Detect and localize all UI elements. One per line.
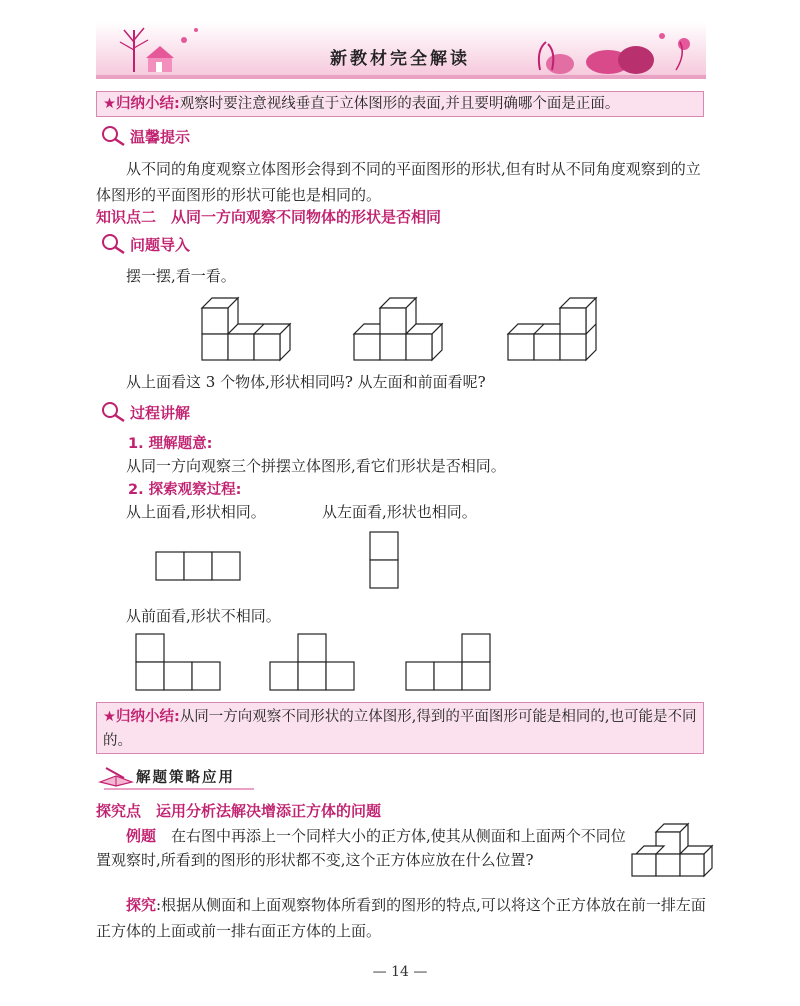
front-view-b [270, 634, 354, 690]
explore-title: 探究点 运用分析法解决增添正方体的问题 [96, 802, 382, 820]
header-rule [96, 75, 706, 79]
answer-text: :根据从侧面和上面观察物体所看到的图形的特点,可以将这个正方体放在前一排左面正方体的上面或前一排右面正方体的上面。 [96, 896, 706, 940]
page-number: — 14 — [372, 964, 428, 980]
summary-box-1 [96, 91, 704, 117]
tip-warm-text: 从不同的角度观察立体图形会得到不同的平面图形的形状,但有时从不同角度观察到的立体图形的平面图形的形状可能也是相同的。 [96, 160, 701, 204]
intro-instruction: 摆一摆,看一看。 [126, 267, 236, 285]
left-view-figure [368, 530, 408, 600]
intro-question: 从上面看这 3 个物体,形状相同吗? 从左面和前面看呢? [126, 373, 486, 391]
from-front-text: 从前面看,形状不相同。 [126, 607, 281, 625]
summary-label: ★归纳小结: [103, 96, 180, 112]
cube-figure-c [508, 298, 596, 360]
answer-label: 探究 [126, 896, 157, 914]
example-cube-figure [632, 820, 722, 880]
front-view-c [406, 634, 490, 690]
summary-box-2 [96, 702, 704, 754]
answer-paragraph [96, 892, 706, 944]
step-2-label: 2. 探索观察过程: [128, 482, 242, 498]
summary-text: 观察时要注意视线垂直于立体图形的表面,并且要明确哪个面是正面。 [179, 96, 620, 112]
from-left-text: 从左面看,形状也相同。 [322, 503, 477, 521]
front-views-figure [136, 632, 516, 696]
step-1-text: 从同一方向观察三个拼摆立体图形,看它们形状是否相同。 [126, 457, 506, 475]
magnifier-icon [100, 125, 126, 147]
tip-intro-heading: 问题导入 [100, 232, 190, 256]
cube-figure-a [202, 298, 290, 360]
summary-text: 从同一方向观察不同形状的立体图形,得到的平面图形可能是相同的,也可能是不同的。 [103, 709, 697, 749]
front-view-a [136, 634, 220, 690]
from-top-text: 从上面看,形状相同。 [126, 503, 266, 521]
tip-warm-heading: 温馨提示 [100, 124, 190, 148]
magnifier-icon [100, 233, 126, 255]
example-label: 例题 [126, 827, 157, 845]
cube-figure-b [354, 298, 442, 360]
header-title: 新教材完全解读 [330, 49, 470, 69]
strategy-heading: 解题策略应用 [98, 764, 235, 788]
top-view-figure [154, 550, 254, 590]
cube-figures-3d [196, 296, 796, 366]
strategy-underline [104, 788, 254, 790]
step-1-label: 1. 理解题意: [128, 436, 213, 452]
magnifier-icon [100, 401, 126, 423]
example-text: 在右图中再添上一个同样大小的正方体,使其从侧面和上面两个不同位置观察时,所看到的图形的形状都不变,这个正方体应放在什么位置? [96, 827, 626, 869]
section-2-title: 知识点二 从同一方向观察不同物体的形状是否相同 [96, 208, 442, 226]
tip-process-heading: 过程讲解 [100, 400, 190, 424]
book-pen-icon [98, 764, 136, 788]
example-paragraph [96, 824, 630, 872]
summary-label: ★归纳小结: [103, 709, 180, 725]
